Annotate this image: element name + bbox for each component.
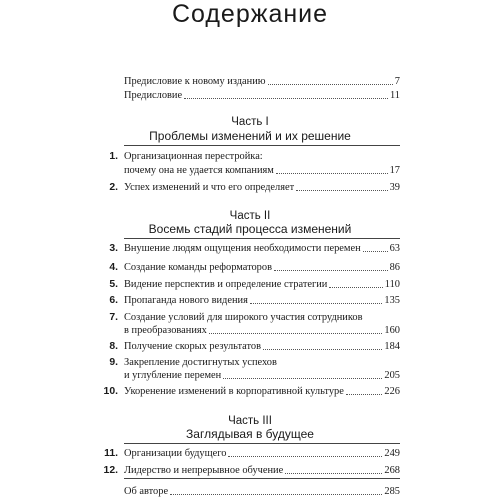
leader-dots [184, 98, 388, 99]
entry-title: Создание условий для широкого участия сотрудников [124, 312, 363, 323]
entry-page: 268 [384, 465, 400, 476]
entry-page: 63 [389, 243, 400, 254]
chapter-number: 6. [109, 295, 118, 306]
leader-dots [276, 173, 388, 174]
entry-title-cont: в преобразованиях [124, 325, 207, 336]
leader-dots [250, 303, 383, 304]
part-1-label: Часть I [231, 116, 269, 128]
leader-dots [285, 473, 382, 474]
entry-title: Об авторе [124, 486, 169, 497]
toc-entry-chapter-7[interactable] [124, 325, 400, 337]
entry-title: Внушение людям ощущения необходимости перемен [124, 243, 361, 254]
toc-entry-preface[interactable] [124, 90, 400, 102]
leader-dots [296, 190, 387, 191]
page-title: Содержание [171, 0, 329, 28]
toc-entry-chapter-5[interactable] [124, 279, 400, 291]
entry-title: Получение скорых результатов [124, 341, 262, 352]
toc-entry-chapter-9[interactable] [124, 370, 400, 382]
toc-entry-preface-new-edition[interactable] [124, 76, 400, 88]
chapter-number: 4. [109, 262, 118, 273]
entry-page: 184 [384, 341, 400, 352]
toc-entry-chapter-3[interactable] [124, 243, 400, 255]
toc-entry-chapter-12[interactable] [124, 465, 400, 477]
leader-dots [228, 456, 382, 457]
leader-dots [263, 349, 382, 350]
toc-entry-chapter-11[interactable] [124, 448, 400, 460]
part-3-name: Заглядывая в будущее [186, 427, 314, 441]
entry-page: 86 [389, 262, 400, 273]
leader-dots [170, 494, 382, 495]
entry-page: 17 [389, 165, 400, 176]
entry-title: Предисловие [124, 90, 183, 101]
leader-dots [274, 270, 388, 271]
part-2-name: Восемь стадий процесса изменений [148, 222, 352, 236]
section-rule [124, 145, 400, 146]
entry-page: 226 [384, 386, 400, 397]
toc-entry-about-author[interactable] [124, 486, 400, 498]
leader-dots [268, 84, 393, 85]
entry-page: 7 [394, 76, 400, 87]
entry-title: Пропаганда нового видения [124, 295, 248, 306]
section-rule [124, 443, 400, 444]
entry-page: 160 [384, 325, 400, 336]
chapter-number: 9. [109, 357, 118, 368]
toc-entry-chapter-8[interactable] [124, 341, 400, 353]
toc-entry-chapter-4[interactable] [124, 262, 400, 274]
chapter-number: 1. [109, 151, 118, 162]
entry-page: 249 [384, 448, 400, 459]
chapter-number: 5. [109, 279, 118, 290]
chapter-number: 10. [103, 386, 118, 397]
entry-title: Закрепление достигнутых успехов [124, 357, 277, 368]
entry-title: Организации будущего [124, 448, 227, 459]
entry-page: 135 [384, 295, 400, 306]
part-1-name: Проблемы изменений и их решение [149, 129, 351, 143]
chapter-number: 8. [109, 341, 118, 352]
leader-dots [209, 333, 383, 334]
chapter-number: 11. [104, 448, 118, 459]
chapter-number: 3. [109, 243, 118, 254]
leader-dots [329, 287, 382, 288]
chapter-number: 2. [109, 182, 118, 193]
entry-title: Успех изменений и что его определяет [124, 182, 295, 193]
toc-entry-chapter-1[interactable] [124, 165, 400, 177]
section-rule [124, 238, 400, 239]
section-rule [124, 478, 400, 479]
leader-dots [346, 394, 383, 395]
entry-title-cont: и углубление перемен [124, 370, 222, 381]
entry-title: Укоренение изменений в корпоративной культуре [124, 386, 344, 397]
toc-entry-chapter-10[interactable] [124, 386, 400, 398]
toc-entry-chapter-6[interactable] [124, 295, 400, 307]
chapter-number: 7. [109, 312, 118, 323]
entry-page: 285 [384, 486, 400, 497]
entry-title: Организационная перестройка: [124, 151, 263, 162]
entry-title: Лидерство и непрерывное обучение [124, 465, 284, 476]
entry-title: Создание команды реформаторов [124, 262, 272, 273]
entry-title: Видение перспектив и определение стратегии [124, 279, 328, 290]
part-2-label: Часть II [229, 210, 271, 222]
leader-dots [363, 251, 388, 252]
entry-title-cont: почему она не удается компаниям [124, 165, 274, 176]
entry-page: 11 [389, 90, 400, 101]
entry-page: 205 [384, 370, 400, 381]
leader-dots [223, 378, 382, 379]
toc-entry-chapter-2[interactable] [124, 182, 400, 194]
entry-page: 39 [389, 182, 400, 193]
part-3-label: Часть III [228, 415, 272, 427]
chapter-number: 12. [103, 465, 118, 476]
entry-title: Предисловие к новому изданию [124, 76, 266, 87]
entry-page: 110 [384, 279, 400, 290]
